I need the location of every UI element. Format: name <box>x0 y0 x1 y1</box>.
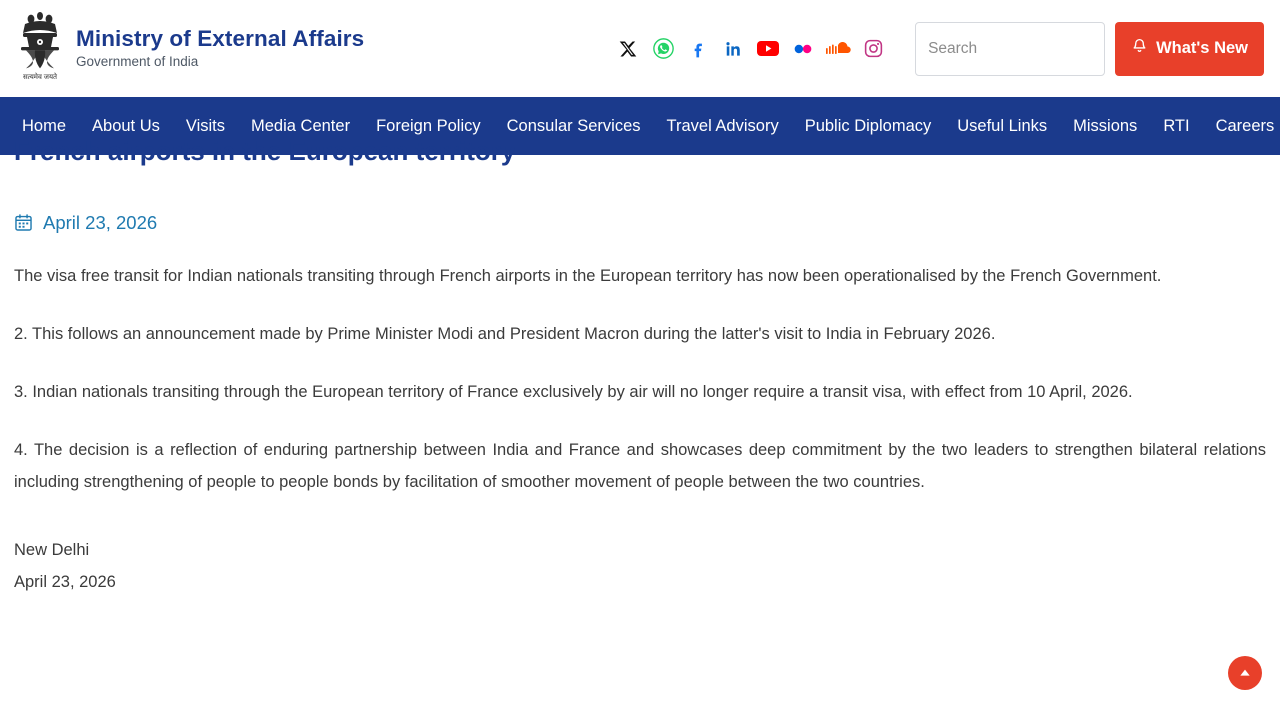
national-emblem-icon <box>14 7 66 91</box>
site-title: Ministry of External Affairs <box>76 26 365 52</box>
signoff-date: April 23, 2026 <box>14 572 116 591</box>
article-paragraph-1: The visa free transit for Indian nationals transiting through French airports in the European territory has now been operationalised by the French Government. <box>14 266 1162 285</box>
facebook-icon[interactable] <box>686 37 710 61</box>
article-paragraph-3: 3. Indian nationals transiting through the European territory of France exclusively by air will no longer require a transit visa, with effect from 10 April, 2026. <box>14 382 1133 401</box>
nav-item-missions[interactable]: Missions <box>1073 117 1138 135</box>
nav-item-media-center[interactable]: Media Center <box>251 117 351 135</box>
nav-item-about-us[interactable]: About Us <box>92 117 160 135</box>
article-content <box>0 135 1280 700</box>
instagram-icon[interactable] <box>861 37 885 61</box>
article-paragraph-4: 4. The decision is a reflection of enduring partnership between India and France and showcases deep commitment by the two leaders to strengthen bilateral relations including strengthening of people to people bonds by facilitation of smoother movement of people between the two countries. <box>14 440 1266 491</box>
flickr-icon[interactable] <box>791 37 815 61</box>
nav-item-rti[interactable]: RTI <box>1163 117 1190 135</box>
social-links <box>616 37 885 61</box>
nav-item-useful-links[interactable]: Useful Links <box>957 117 1048 135</box>
search-box[interactable] <box>915 22 1105 76</box>
nav-item-foreign-policy[interactable]: Foreign Policy <box>376 117 481 135</box>
nav-item-visits[interactable]: Visits <box>185 117 226 135</box>
whatsapp-icon[interactable] <box>651 37 675 61</box>
whats-new-button[interactable] <box>1115 22 1264 76</box>
scroll-to-top-button[interactable] <box>1228 656 1262 690</box>
nav-item-careers[interactable]: Careers <box>1215 117 1275 135</box>
calendar-icon <box>14 213 33 232</box>
page-title: French airports in the European territory <box>14 136 516 166</box>
bell-icon <box>1131 37 1148 60</box>
x-twitter-icon[interactable] <box>616 37 640 61</box>
whats-new-label: What's New <box>1156 39 1248 57</box>
article-date-label: April 23, 2026 <box>43 211 158 233</box>
site-header <box>0 0 1280 97</box>
site-title-block <box>76 26 364 70</box>
signoff-place: New Delhi <box>14 540 90 559</box>
svg-text:सत्यमेव जयते: सत्यमेव जयते <box>22 73 58 81</box>
article-signoff <box>14 534 1266 598</box>
nav-item-home[interactable]: Home <box>22 117 67 135</box>
nav-item-travel-advisory[interactable]: Travel Advisory <box>666 117 779 135</box>
article-date <box>14 212 1266 234</box>
nav-item-public-diplomacy[interactable]: Public Diplomacy <box>804 117 932 135</box>
search-input[interactable] <box>928 40 1128 58</box>
linkedin-icon[interactable] <box>721 37 745 61</box>
site-subtitle: Government of India <box>76 54 199 70</box>
header-right-tools <box>616 22 1264 76</box>
article-paragraph-2: 2. This follows an announcement made by Prime Minister Modi and President Macron during the latter's visit to India in February 2026. <box>14 324 996 343</box>
youtube-icon[interactable] <box>756 37 780 61</box>
nav-item-consular-services[interactable]: Consular Services <box>506 117 641 135</box>
chevron-up-icon <box>1237 665 1253 681</box>
soundcloud-icon[interactable] <box>826 37 850 61</box>
